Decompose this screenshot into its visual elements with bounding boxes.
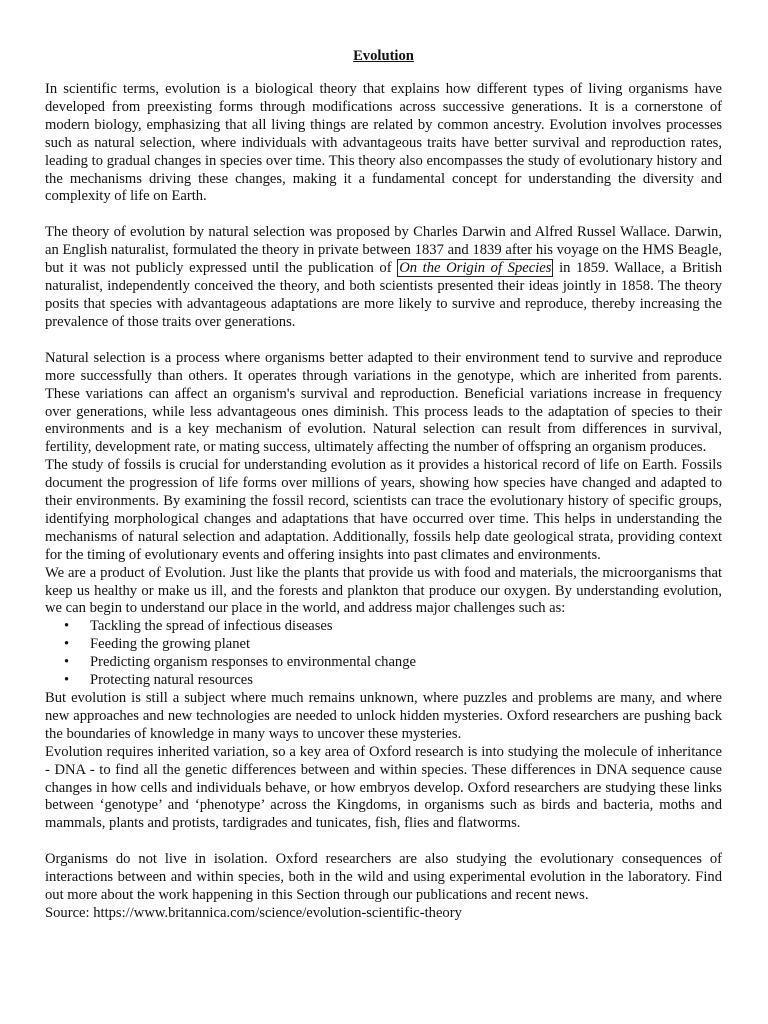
paragraph-definition: In scientific terms, evolution is a biological theory that explains how different types of living organisms have developed from preexisting forms through modifications across successive generations. It is a cornerstone of modern biology, emphasizing that all living things are related by common ancestry. Evolution involves processes such as natural selection, where individuals with advantageous traits have better survival and reproduction rates, leading to gradual changes in species over time. This theory also encompasses the study of evolutionary history and the mechanisms driving these changes, making it a fundamental concept for understanding the diversity and complexity of life on Earth. [45,81,722,205]
paragraph-product-of-evolution: We are a product of Evolution. Just like the plants that provide us with food and materials, the microorganisms that keep us healthy or make us ill, and the forests and plankton that produce our oxygen. By understanding evolution, we can begin to understand our place in the world, and address major challenges such as: [45,564,722,617]
list-item: • Protecting natural resources [90,672,722,690]
document-title: Evolution [353,48,414,64]
paragraph-interactions: Organisms do not live in isolation. Oxford researchers are also studying the evolutionary consequences of interactions between and within species, both in the wild and using experimental evolution in the laboratory. Find out more about the work happening in this Section through our publications and recent news. [45,851,722,904]
document-page [45,47,722,923]
paragraph-darwin-text-after: in 1859. Wallace, a British naturalist, independently conceived the theory, and both scientists presented their ideas jointly in 1858. The theory posits that species with advantageous adaptations are more likely to survive and reproduce, thereby increasing the prevalence of those traits over generations. [45,260,723,330]
paragraph-natural-selection: Natural selection is a process where organisms better adapted to their environment tend to survive and reproduce more successfully than others. It operates through variations in the genotype, which are inherited from parents. These variations can affect an organism's survival and reproduction. Beneficial variations increase in frequency over generations, while less advantageous ones diminish. This process leads to the adaptation of species to their environments and is a key mechanism of evolution. Natural selection can result from differences in survival, fertility, development rate, or mating success, ultimately affecting the number of offspring an organism produces. [45,349,722,456]
book-title-origin-of-species: On the Origin of Species [399,260,552,277]
paragraph-darwin-text-before: The theory of evolution by natural selection was proposed by Charles Darwin and Alfred Russel Wallace. Darwin, an English naturalist, formulated the theory in private between 1837 and 1839 after his voyage on the HMS Beagle, but it was not publicly expressed until the publication of [45,224,722,277]
list-item: • Tackling the spread of infectious diseases [90,618,722,636]
paragraph-dna-research: Evolution requires inherited variation, so a key area of Oxford research is into studying the molecule of inheritance - DNA - to find all the genetic differences between and within species. These differences in DNA sequence cause changes in how cells and individuals behave, or how embryos develop. Oxford researchers are studying these links between ‘genotype’ and ‘phenotype’ across the Kingdoms, in organisms such as birds and bacteria, moths and mammals, plants and protists, tardigrades and tunicates, fish, flies and flatworms. [45,743,722,832]
paragraph-darwin-wallace [45,224,722,331]
challenges-list [45,618,722,690]
paragraph-unknowns: But evolution is still a subject where much remains unknown, where puzzles and problems are many, and where new approaches and new technologies are needed to unlock hidden mysteries. Oxford researchers are pushing back the boundaries of knowledge in many ways to uncover these mysteries. [45,690,722,742]
paragraph-fossils: The study of fossils is crucial for understanding evolution as it provides a historical record of life on Earth. Fossils document the progression of life forms over millions of years, showing how species have changed and adapted to their environments. By examining the fossil record, scientists can trace the evolutionary history of specific groups, identifying morphological changes and adaptations that have occurred over time. This helps in understanding the mechanisms of natural selection and adaptation. Additionally, fossils help date geological strata, providing context for the timing of evolutionary events and offering insights into past climates and environments. [45,457,722,563]
source-citation: Source: https://www.britannica.com/science/evolution-scientific-theory [45,904,462,921]
list-item: • Predicting organism responses to environmental change [90,654,722,672]
list-item: • Feeding the growing planet [90,636,722,654]
